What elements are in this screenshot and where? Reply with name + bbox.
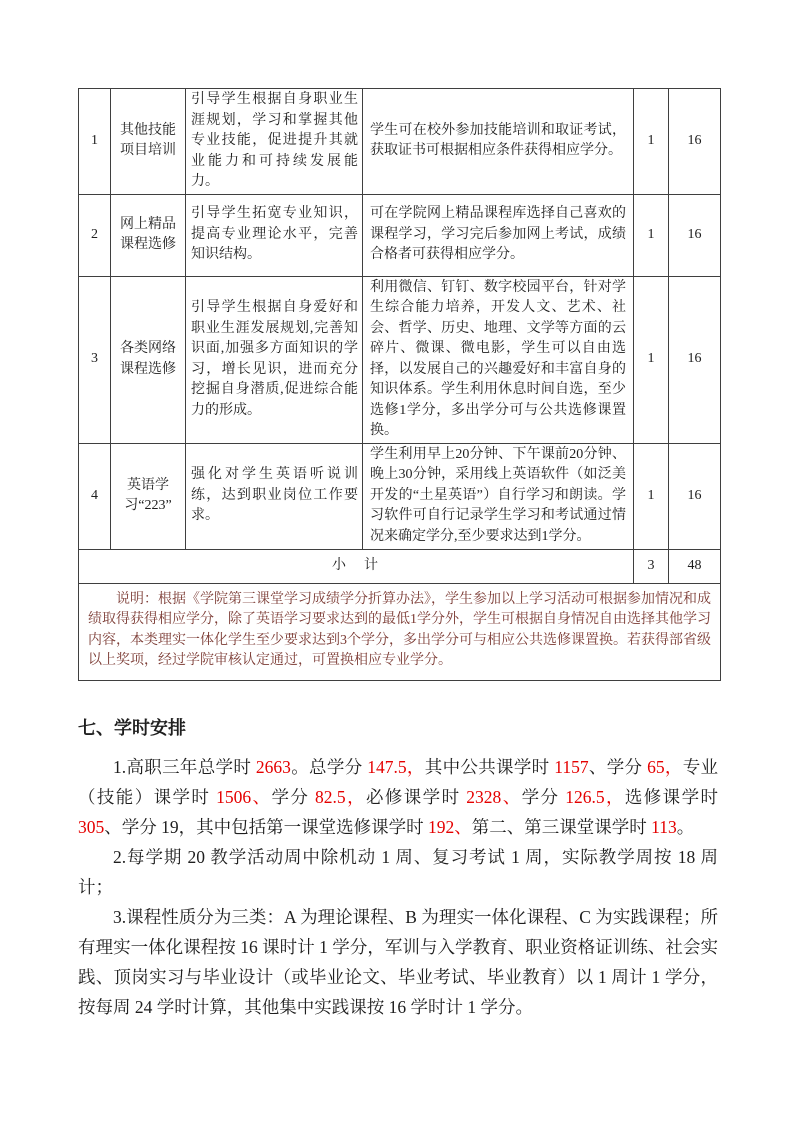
document-content [78, 88, 720, 1022]
table-row [79, 89, 721, 195]
row-number-cell: 2 [79, 194, 111, 276]
third-classroom-activities-table [78, 88, 721, 681]
paragraph-course-types: 3.课程性质分为三类：A 为理论课程、B 为理实一体化课程、C 为实践课程；所有理实一体化课程按 16 课时计 1 学分，军训与入学教育、职业资格证训练、社会实践、顶岗实习与毕业设计（或毕业论文、毕业考试、毕业教育）以 1 周计 1 学分，按每周 24 学时计算，其他集中实践课按 16 学时计 1 学分。 [78, 906, 718, 1017]
method-cell: 利用微信、钉钉、数字校园平台，针对学生综合能力培养，开发人文、艺术、社会、哲学、历史、地理、文学等方面的云碎片、微课、微电影，学生可以自由选择，以发展自己的兴趣爱好和丰富自身的知识体系。学生利用休息时间自选，至少选修1学分，多出学分可与公共选修课置换。 [363, 276, 634, 443]
table-row [79, 194, 721, 276]
activity-name-cell: 各类网络课程选修 [111, 276, 186, 443]
activity-name-cell: 其他技能项目培训 [111, 89, 186, 195]
credit-cell: 1 [634, 89, 669, 195]
hours-cell: 16 [669, 194, 721, 276]
table-row [79, 443, 721, 549]
credit-cell: 1 [634, 194, 669, 276]
row-number-cell: 4 [79, 443, 111, 549]
credit-cell: 1 [634, 443, 669, 549]
goal-cell: 引导学生拓宽专业知识，提高专业理论水平，完善知识结构。 [186, 194, 363, 276]
paragraph-teaching-weeks: 2.每学期 20 教学活动周中除机动 1 周、复习考试 1 周，实际教学周按 18 周计； [78, 846, 718, 897]
credit-cell: 1 [634, 276, 669, 443]
hours-cell: 16 [669, 276, 721, 443]
row-number-cell: 1 [79, 89, 111, 195]
method-cell: 学生利用早上20分钟、下午课前20分钟、晚上30分钟，采用线上英语软件（如泛美开发的“土星英语”）自行学习和朗读。学习软件可自行记录学生学习和考试通过情况来确定学分,至少要求达到1学分。 [363, 443, 634, 549]
method-cell: 学生可在校外参加技能培训和取证考试，获取证书可根据相应条件获得相应学分。 [363, 89, 634, 195]
row-number-cell: 3 [79, 276, 111, 443]
goal-cell: 强化对学生英语听说训练，达到职业岗位工作要求。 [186, 443, 363, 549]
hours-cell: 16 [669, 443, 721, 549]
goal-cell: 引导学生根据自身爱好和职业生涯发展规划,完善知识面,加强多方面知识的学习，增长见识，进而充分挖掘自身潜质,促进综合能力的形成。 [186, 276, 363, 443]
subtotal-credit-cell: 3 [634, 549, 669, 583]
method-cell: 可在学院网上精品课程库选择自己喜欢的课程学习，学习完后参加网上考试，成绩合格者可获得相应学分。 [363, 194, 634, 276]
subtotal-label-cell: 小 计 [79, 549, 634, 583]
subtotal-row [79, 549, 721, 583]
table-note-cell: 说明：根据《学院第三课堂学习成绩学分折算办法》，学生参加以上学习活动可根据参加情况和成绩取得获得相应学分，除了英语学习要求达到的最低1学分外，学生可根据自身情况自由选择其他学习内容，本类理实一体化学生至少要求达到3个学分，多出学分可与相应公共选修课置换。若获得部省级以上奖项，经过学院审核认定通过，可置换相应专业学分。 [79, 583, 721, 680]
table-row [79, 276, 721, 443]
note-row [79, 583, 721, 680]
section-heading: 七、学时安排 [78, 717, 186, 738]
activity-name-cell: 英语学习“223” [111, 443, 186, 549]
paragraph-hours-summary: 1.高职三年总学时 2663。总学分 147.5，其中公共课学时 1157、学分 65，专业（技能）课学时 1506、学分 82.5，必修课学时 2328、学分 126.5，选修课学时 305、学分 19，其中包括第一课堂选修课学时 192、第二、第三课堂课学时 113。 [78, 756, 719, 837]
subtotal-hours-cell: 48 [669, 549, 721, 583]
hours-arrangement-section [78, 715, 718, 1022]
activity-name-cell: 网上精品课程选修 [111, 194, 186, 276]
hours-cell: 16 [669, 89, 721, 195]
goal-cell: 引导学生根据自身职业生涯规划，学习和掌握其他专业技能，促进提升其就业能力和可持续发展能力。 [186, 89, 363, 195]
